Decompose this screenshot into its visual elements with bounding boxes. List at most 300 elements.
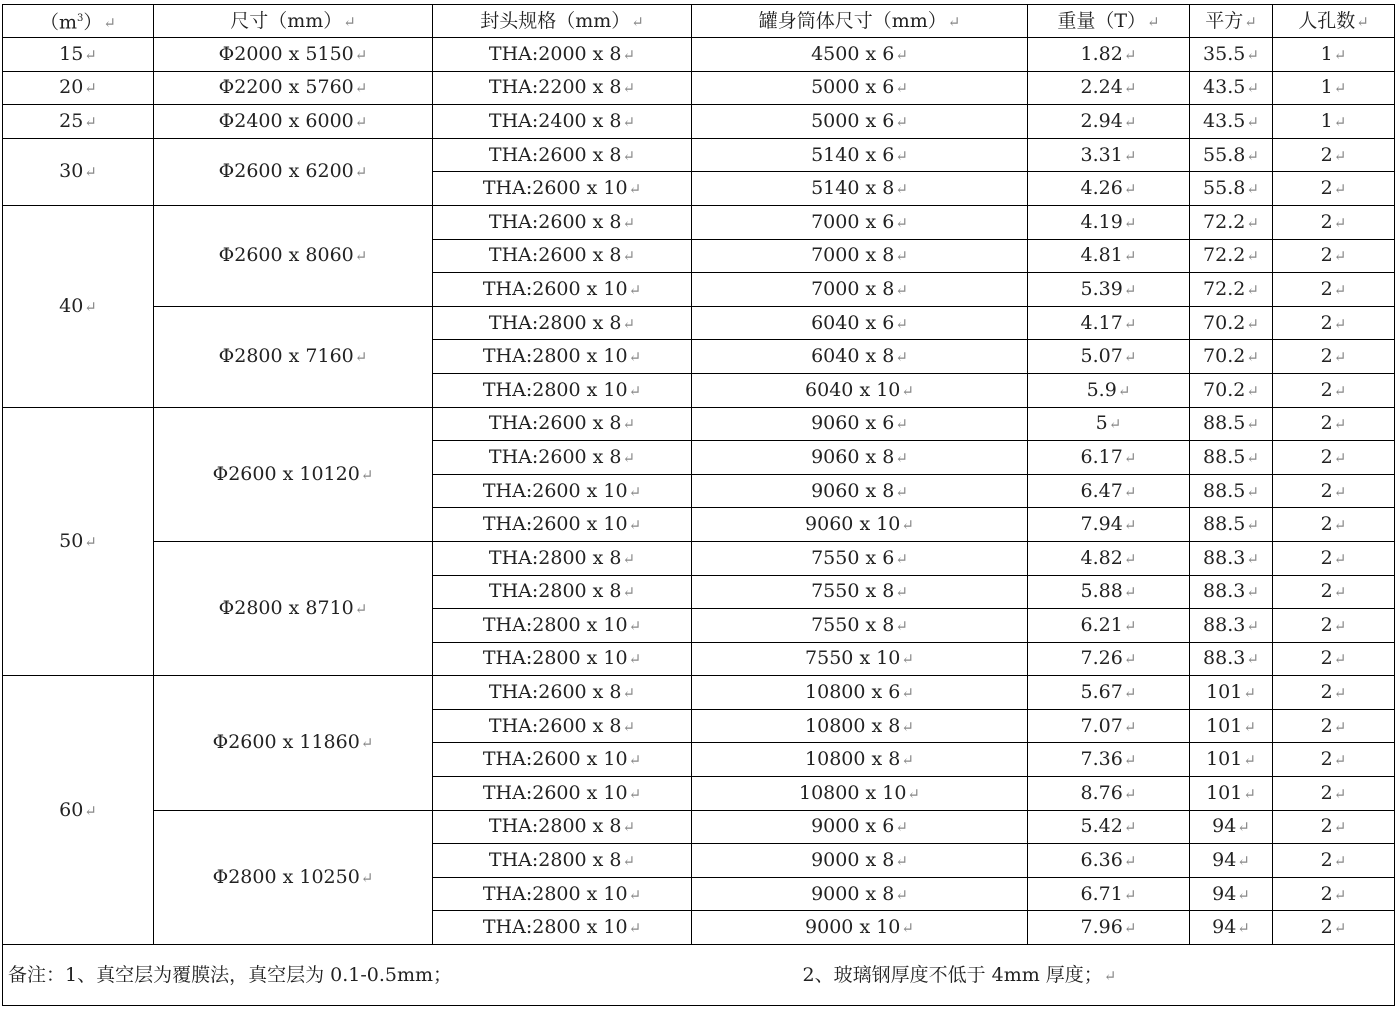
paragraph-mark-icon: ↵ <box>1246 381 1259 400</box>
table-row <box>3 676 1395 710</box>
paragraph-mark-icon: ↵ <box>354 247 368 266</box>
manholes-cell <box>1273 474 1395 508</box>
manholes-cell-text: 2 <box>1320 244 1333 267</box>
paragraph-mark-icon: ↵ <box>622 549 636 568</box>
header-manholes-label: 人孔数 <box>1298 9 1356 32</box>
paragraph-mark-icon: ↵ <box>1246 650 1259 669</box>
head-cell-text: THA:2600 x 10 <box>482 479 628 502</box>
shell-cell-text: 9060 x 8 <box>811 479 895 502</box>
shell-cell-text: 6040 x 6 <box>811 311 895 334</box>
paragraph-mark-icon: ↵ <box>1237 919 1250 938</box>
head-cell-text: THA:2800 x 10 <box>482 613 628 636</box>
paragraph-mark-icon: ↵ <box>1333 415 1347 434</box>
paragraph-mark-icon: ↵ <box>628 885 642 904</box>
paragraph-mark-icon: ↵ <box>622 415 636 434</box>
area-cell <box>1190 609 1273 643</box>
area-cell-text: 94 <box>1212 849 1237 872</box>
weight-cell-text: 6.17 <box>1080 445 1123 468</box>
head-cell <box>433 844 692 878</box>
weight-cell <box>1028 642 1190 676</box>
shell-cell-text: 7000 x 8 <box>811 244 895 267</box>
head-cell <box>433 911 692 945</box>
paragraph-mark-icon: ↵ <box>1333 280 1347 299</box>
shell-cell-text: 7550 x 10 <box>805 647 901 670</box>
paragraph-mark-icon: ↵ <box>1333 516 1347 535</box>
area-cell <box>1190 138 1273 172</box>
manholes-cell <box>1273 844 1395 878</box>
head-cell-text: THA:2800 x 10 <box>482 647 628 670</box>
paragraph-mark-icon: ↵ <box>1123 818 1137 837</box>
paragraph-mark-icon: ↵ <box>622 314 636 333</box>
weight-cell <box>1028 239 1190 273</box>
area-cell <box>1190 105 1273 139</box>
manholes-cell <box>1273 743 1395 777</box>
paragraph-mark-icon: ↵ <box>1243 684 1256 703</box>
manholes-cell <box>1273 508 1395 542</box>
weight-cell <box>1028 340 1190 374</box>
paragraph-mark-icon: ↵ <box>1246 79 1259 98</box>
shell-cell-text: 9060 x 10 <box>805 513 901 536</box>
manholes-cell <box>1273 642 1395 676</box>
manholes-cell <box>1273 273 1395 307</box>
head-cell-text: THA:2600 x 8 <box>488 143 622 166</box>
head-cell <box>433 541 692 575</box>
paragraph-mark-icon: ↵ <box>1108 415 1122 434</box>
weight-cell-text: 4.81 <box>1080 244 1123 267</box>
manholes-cell-text: 2 <box>1320 445 1333 468</box>
paragraph-mark-icon: ↵ <box>895 247 908 266</box>
shell-cell-text: 10800 x 8 <box>805 714 901 737</box>
table-body <box>3 38 1395 945</box>
area-cell-text: 70.2 <box>1203 345 1246 368</box>
manholes-cell-text: 2 <box>1320 143 1333 166</box>
paragraph-mark-icon: ↵ <box>1123 112 1137 131</box>
weight-cell <box>1028 609 1190 643</box>
paragraph-mark-icon: ↵ <box>103 14 116 33</box>
note-2-wrap <box>803 965 1117 986</box>
manholes-cell <box>1273 138 1395 172</box>
shell-cell <box>692 239 1028 273</box>
weight-cell <box>1028 105 1190 139</box>
paragraph-mark-icon: ↵ <box>1333 213 1347 232</box>
paragraph-mark-icon: ↵ <box>84 801 97 820</box>
area-cell <box>1190 306 1273 340</box>
manholes-cell <box>1273 676 1395 710</box>
paragraph-mark-icon: ↵ <box>622 213 636 232</box>
manholes-cell-text: 2 <box>1320 378 1333 401</box>
manholes-cell <box>1273 373 1395 407</box>
manholes-cell <box>1273 205 1395 239</box>
table-row <box>3 138 1395 172</box>
capacity-cell <box>3 105 154 139</box>
head-cell-text: THA:2400 x 8 <box>488 109 622 132</box>
area-cell-text: 101 <box>1206 781 1243 804</box>
weight-cell-text: 5.9 <box>1086 378 1117 401</box>
manholes-cell-text: 2 <box>1320 815 1333 838</box>
paragraph-mark-icon: ↵ <box>1333 180 1347 199</box>
paragraph-mark-icon: ↵ <box>1123 314 1137 333</box>
shell-cell <box>692 810 1028 844</box>
shell-cell-text: 7550 x 8 <box>811 580 895 603</box>
shell-cell-text: 9000 x 8 <box>811 882 895 905</box>
head-cell-text: THA:2000 x 8 <box>488 42 622 65</box>
table-row <box>3 38 1395 72</box>
paragraph-mark-icon: ↵ <box>901 751 914 770</box>
weight-cell-text: 6.47 <box>1080 479 1123 502</box>
shell-cell <box>692 306 1028 340</box>
paragraph-mark-icon: ↵ <box>628 180 642 199</box>
manholes-cell-text: 2 <box>1320 311 1333 334</box>
manholes-cell <box>1273 71 1395 105</box>
size-cell <box>154 541 433 675</box>
paragraph-mark-icon: ↵ <box>1246 348 1259 367</box>
paragraph-mark-icon: ↵ <box>1246 280 1259 299</box>
size-cell-text: Φ2200 x 5760 <box>218 76 354 99</box>
paragraph-mark-icon: ↵ <box>1333 79 1347 98</box>
paragraph-mark-icon: ↵ <box>1246 180 1259 199</box>
head-cell <box>433 676 692 710</box>
paragraph-mark-icon: ↵ <box>354 348 368 367</box>
paragraph-mark-icon: ↵ <box>1123 885 1137 904</box>
paragraph-mark-icon: ↵ <box>947 12 961 31</box>
shell-cell-text: 7550 x 8 <box>811 613 895 636</box>
head-cell-text: THA:2200 x 8 <box>488 76 622 99</box>
weight-cell <box>1028 306 1190 340</box>
area-cell-text: 70.2 <box>1203 378 1246 401</box>
manholes-cell-text: 2 <box>1320 613 1333 636</box>
paragraph-mark-icon: ↵ <box>1333 448 1347 467</box>
weight-cell <box>1028 441 1190 475</box>
weight-cell-text: 7.07 <box>1080 714 1123 737</box>
paragraph-mark-icon: ↵ <box>1246 616 1259 635</box>
area-cell-text: 101 <box>1206 748 1243 771</box>
manholes-cell <box>1273 340 1395 374</box>
head-cell-text: THA:2600 x 10 <box>482 513 628 536</box>
head-cell <box>433 172 692 206</box>
paragraph-mark-icon: ↵ <box>354 112 368 131</box>
head-cell <box>433 575 692 609</box>
size-cell-text: Φ2000 x 5150 <box>218 42 354 65</box>
paragraph-mark-icon: ↵ <box>1333 247 1347 266</box>
area-cell-text: 88.3 <box>1203 546 1246 569</box>
paragraph-mark-icon: ↵ <box>895 818 908 837</box>
paragraph-mark-icon: ↵ <box>628 784 642 803</box>
shell-cell-text: 6040 x 10 <box>805 378 901 401</box>
paragraph-mark-icon: ↵ <box>901 650 914 669</box>
paragraph-mark-icon: ↵ <box>1333 919 1347 938</box>
head-cell <box>433 71 692 105</box>
paragraph-mark-icon: ↵ <box>901 381 914 400</box>
weight-cell-text: 7.36 <box>1080 748 1123 771</box>
area-cell-text: 88.3 <box>1203 580 1246 603</box>
paragraph-mark-icon: ↵ <box>1123 448 1137 467</box>
head-cell <box>433 239 692 273</box>
head-cell <box>433 105 692 139</box>
weight-cell <box>1028 844 1190 878</box>
shell-cell <box>692 407 1028 441</box>
paragraph-mark-icon: ↵ <box>901 919 914 938</box>
weight-cell <box>1028 205 1190 239</box>
shell-cell-text: 7550 x 6 <box>811 546 895 569</box>
paragraph-mark-icon: ↵ <box>343 12 356 31</box>
paragraph-mark-icon: ↵ <box>1123 247 1137 266</box>
paragraph-mark-icon: ↵ <box>1333 348 1347 367</box>
capacity-cell-text: 15 <box>59 42 84 65</box>
weight-cell-text: 6.36 <box>1080 849 1123 872</box>
area-cell-text: 88.5 <box>1203 479 1246 502</box>
area-cell <box>1190 676 1273 710</box>
paragraph-mark-icon: ↵ <box>1244 12 1257 31</box>
area-cell-text: 94 <box>1212 916 1237 939</box>
manholes-cell-text: 2 <box>1320 210 1333 233</box>
header-head-label: 封头规格（mm） <box>480 9 631 32</box>
weight-cell-text: 2.24 <box>1080 76 1123 99</box>
weight-cell <box>1028 810 1190 844</box>
weight-cell-text: 1.82 <box>1080 42 1123 65</box>
manholes-cell-text: 2 <box>1320 513 1333 536</box>
paragraph-mark-icon: ↵ <box>1123 684 1137 703</box>
shell-cell <box>692 877 1028 911</box>
shell-cell <box>692 441 1028 475</box>
shell-cell-text: 4500 x 6 <box>811 42 895 65</box>
area-cell <box>1190 407 1273 441</box>
head-cell-text: THA:2600 x 8 <box>488 681 622 704</box>
manholes-cell <box>1273 306 1395 340</box>
notes-row <box>3 945 1395 1006</box>
paragraph-mark-icon: ↵ <box>1123 516 1137 535</box>
manholes-cell-text: 2 <box>1320 781 1333 804</box>
paragraph-mark-icon: ↵ <box>1123 45 1137 64</box>
area-cell <box>1190 575 1273 609</box>
header-capacity-label: （m <box>40 11 78 34</box>
header-capacity <box>3 5 154 38</box>
paragraph-mark-icon: ↵ <box>1103 967 1117 986</box>
shell-cell-text: 7000 x 8 <box>811 277 895 300</box>
paragraph-mark-icon: ↵ <box>1333 583 1347 602</box>
capacity-cell-text: 50 <box>59 529 84 552</box>
shell-cell <box>692 474 1028 508</box>
paragraph-mark-icon: ↵ <box>895 448 908 467</box>
capacity-cell-text: 25 <box>59 109 84 132</box>
head-cell <box>433 273 692 307</box>
area-cell-text: 94 <box>1212 882 1237 905</box>
weight-cell-text: 8.76 <box>1080 781 1123 804</box>
head-cell-text: THA:2800 x 8 <box>488 546 622 569</box>
paragraph-mark-icon: ↵ <box>631 12 644 31</box>
manholes-cell-text: 2 <box>1320 916 1333 939</box>
area-cell-text: 88.5 <box>1203 445 1246 468</box>
area-cell <box>1190 911 1273 945</box>
weight-cell-text: 5.42 <box>1080 815 1123 838</box>
paragraph-mark-icon: ↵ <box>628 516 642 535</box>
shell-cell <box>692 340 1028 374</box>
table-row <box>3 407 1395 441</box>
paragraph-mark-icon: ↵ <box>1333 784 1347 803</box>
manholes-cell-text: 1 <box>1320 42 1333 65</box>
paragraph-mark-icon: ↵ <box>1246 314 1259 333</box>
paragraph-mark-icon: ↵ <box>354 45 368 64</box>
paragraph-mark-icon: ↵ <box>1123 919 1137 938</box>
manholes-cell-text: 2 <box>1320 345 1333 368</box>
paragraph-mark-icon: ↵ <box>1243 717 1256 736</box>
paragraph-mark-icon: ↵ <box>895 45 908 64</box>
paragraph-mark-icon: ↵ <box>360 868 374 887</box>
shell-cell <box>692 642 1028 676</box>
head-cell <box>433 38 692 72</box>
head-cell <box>433 743 692 777</box>
paragraph-mark-icon: ↵ <box>1246 482 1259 501</box>
paragraph-mark-icon: ↵ <box>622 852 636 871</box>
manholes-cell <box>1273 810 1395 844</box>
manholes-cell <box>1273 239 1395 273</box>
weight-cell <box>1028 541 1190 575</box>
area-cell <box>1190 71 1273 105</box>
paragraph-mark-icon: ↵ <box>1333 381 1347 400</box>
head-cell-text: THA:2600 x 10 <box>482 781 628 804</box>
area-cell-text: 55.8 <box>1203 177 1246 200</box>
paragraph-mark-icon: ↵ <box>1243 751 1256 770</box>
paragraph-mark-icon: ↵ <box>622 45 636 64</box>
weight-cell <box>1028 373 1190 407</box>
header-capacity-sup: 3 <box>77 12 84 24</box>
manholes-cell-text: 1 <box>1320 76 1333 99</box>
shell-cell <box>692 373 1028 407</box>
capacity-cell <box>3 205 154 407</box>
paragraph-mark-icon: ↵ <box>1123 79 1137 98</box>
paragraph-mark-icon: ↵ <box>1356 12 1369 31</box>
weight-cell <box>1028 138 1190 172</box>
paragraph-mark-icon: ↵ <box>1333 146 1347 165</box>
head-cell-text: THA:2600 x 8 <box>488 445 622 468</box>
head-cell-text: THA:2600 x 8 <box>488 244 622 267</box>
paragraph-mark-icon: ↵ <box>622 818 636 837</box>
table-row <box>3 810 1395 844</box>
paragraph-mark-icon: ↵ <box>895 180 908 199</box>
area-cell <box>1190 810 1273 844</box>
weight-cell-text: 4.19 <box>1080 210 1123 233</box>
weight-cell <box>1028 508 1190 542</box>
head-cell <box>433 138 692 172</box>
manholes-cell <box>1273 877 1395 911</box>
note-1: 备注：1、真空层为覆膜法，真空层为 0.1-0.5mm； <box>8 964 453 987</box>
header-size-label: 尺寸（mm） <box>230 9 343 32</box>
table-row <box>3 105 1395 139</box>
table-row <box>3 541 1395 575</box>
capacity-cell-text: 30 <box>59 160 84 183</box>
area-cell-text: 72.2 <box>1203 244 1246 267</box>
paragraph-mark-icon: ↵ <box>1333 616 1347 635</box>
header-area-label: 平方 <box>1205 9 1244 32</box>
head-cell <box>433 777 692 811</box>
paragraph-mark-icon: ↵ <box>628 751 642 770</box>
paragraph-mark-icon: ↵ <box>84 163 97 182</box>
shell-cell-text: 6040 x 8 <box>811 345 895 368</box>
paragraph-mark-icon: ↵ <box>895 616 908 635</box>
size-cell-text: Φ2800 x 7160 <box>218 345 354 368</box>
paragraph-mark-icon: ↵ <box>895 146 908 165</box>
manholes-cell-text: 2 <box>1320 580 1333 603</box>
size-cell <box>154 38 433 72</box>
head-cell <box>433 508 692 542</box>
head-cell-text: THA:2800 x 8 <box>488 311 622 334</box>
weight-cell-text: 5.07 <box>1080 345 1123 368</box>
size-cell <box>154 71 433 105</box>
head-cell-text: THA:2600 x 10 <box>482 748 628 771</box>
paragraph-mark-icon: ↵ <box>354 600 368 619</box>
manholes-cell <box>1273 172 1395 206</box>
paragraph-mark-icon: ↵ <box>622 247 636 266</box>
size-cell-text: Φ2600 x 10120 <box>212 462 360 485</box>
area-cell-text: 88.5 <box>1203 412 1246 435</box>
header-area <box>1190 5 1273 38</box>
area-cell-text: 70.2 <box>1203 311 1246 334</box>
head-cell-text: THA:2800 x 10 <box>482 882 628 905</box>
paragraph-mark-icon: ↵ <box>1123 180 1137 199</box>
area-cell <box>1190 172 1273 206</box>
weight-cell <box>1028 575 1190 609</box>
head-cell-text: THA:2600 x 8 <box>488 210 622 233</box>
head-cell <box>433 306 692 340</box>
area-cell <box>1190 441 1273 475</box>
paragraph-mark-icon: ↵ <box>895 415 908 434</box>
size-cell <box>154 205 433 306</box>
shell-cell <box>692 105 1028 139</box>
head-cell <box>433 642 692 676</box>
header-row <box>3 5 1395 38</box>
head-cell <box>433 441 692 475</box>
weight-cell-text: 4.17 <box>1080 311 1123 334</box>
paragraph-mark-icon: ↵ <box>1237 885 1250 904</box>
area-cell-text: 43.5 <box>1203 76 1246 99</box>
area-cell <box>1190 474 1273 508</box>
area-cell <box>1190 340 1273 374</box>
head-cell-text: THA:2600 x 8 <box>488 412 622 435</box>
shell-cell <box>692 911 1028 945</box>
capacity-cell <box>3 38 154 72</box>
paragraph-mark-icon: ↵ <box>1333 482 1347 501</box>
size-cell-text: Φ2600 x 11860 <box>212 731 360 754</box>
manholes-cell-text: 2 <box>1320 681 1333 704</box>
paragraph-mark-icon: ↵ <box>360 465 374 484</box>
paragraph-mark-icon: ↵ <box>628 381 642 400</box>
paragraph-mark-icon: ↵ <box>84 532 97 551</box>
head-cell <box>433 877 692 911</box>
area-cell <box>1190 508 1273 542</box>
manholes-cell <box>1273 709 1395 743</box>
paragraph-mark-icon: ↵ <box>1333 852 1347 871</box>
paragraph-mark-icon: ↵ <box>622 79 636 98</box>
manholes-cell-text: 2 <box>1320 849 1333 872</box>
note-2: 2、玻璃钢厚度不低于 4mm 厚度； <box>802 964 1103 987</box>
shell-cell <box>692 273 1028 307</box>
area-cell-text: 94 <box>1212 815 1237 838</box>
paragraph-mark-icon: ↵ <box>1123 280 1137 299</box>
manholes-cell-text: 2 <box>1320 177 1333 200</box>
paragraph-mark-icon: ↵ <box>1246 448 1259 467</box>
paragraph-mark-icon: ↵ <box>84 45 97 64</box>
paragraph-mark-icon: ↵ <box>901 717 914 736</box>
shell-cell <box>692 541 1028 575</box>
head-cell <box>433 340 692 374</box>
area-cell-text: 72.2 <box>1203 210 1246 233</box>
paragraph-mark-icon: ↵ <box>1246 516 1259 535</box>
capacity-cell <box>3 676 154 945</box>
size-cell <box>154 138 433 205</box>
paragraph-mark-icon: ↵ <box>1237 852 1250 871</box>
shell-cell <box>692 172 1028 206</box>
area-cell-text: 55.8 <box>1203 143 1246 166</box>
head-cell <box>433 205 692 239</box>
